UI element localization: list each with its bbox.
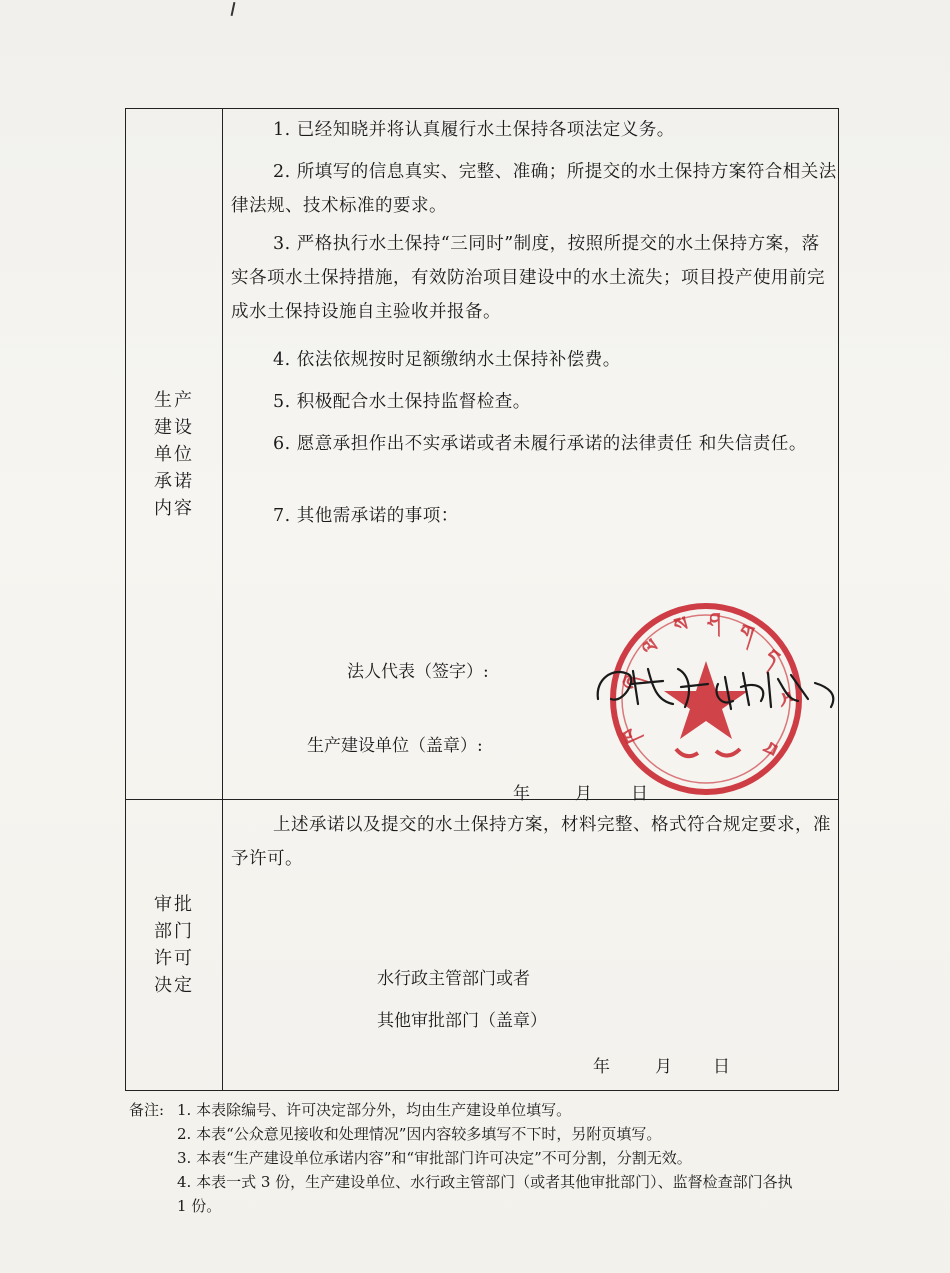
approval-date-month: 月: [655, 1057, 672, 1077]
note-text-4: 4. 本表一式 3 份，生产建设单位、水行政主管部门（或者其他审批部门）、监督检查部门各执 1 份。: [177, 1173, 793, 1215]
approval-decision-text: 上述承诺以及提交的水土保持方案，材料完整、格式符合规定要求，准予许可。: [231, 815, 831, 869]
construction-unit-label: 生产建设单位（盖章）:: [307, 736, 483, 756]
approval-date-year: 年: [593, 1057, 610, 1077]
note-text-2: 2. 本表“公众意见接收和处理情况”因内容较多填写不下时，另附页填写。: [177, 1125, 662, 1143]
svg-text:ར: ར: [771, 688, 799, 709]
form-notes: [125, 1098, 845, 1218]
commitment-date-day: 日: [631, 784, 648, 804]
svg-text:ག: ག: [736, 618, 758, 647]
pen-mark: [231, 2, 236, 16]
svg-text:ཤ: ཤ: [708, 608, 721, 632]
commitment-item-2: 2. 所填写的信息真实、完整、准确；所提交的水土保持方案符合相关法律法规、技术标准的要求。: [231, 162, 837, 216]
svg-text:ཞ: ཞ: [616, 671, 644, 693]
commitment-item-7: 7. 其他需承诺的事项：: [273, 506, 459, 526]
handwritten-signature: [593, 629, 858, 729]
commitment-item-5: 5. 积极配合水土保持监督检查。: [273, 392, 531, 412]
approval-dept-line1: 水行政主管部门或者: [377, 969, 530, 989]
commitment-label: 生产 建设 单位 承诺 内容: [154, 389, 194, 519]
approval-dept-line2: 其他审批部门（盖章）: [377, 1011, 547, 1031]
commitment-date-month: 月: [575, 784, 592, 804]
svg-text:ཁ: ཁ: [616, 724, 645, 748]
commitment-form-table: [125, 108, 839, 1091]
note-text-3: 3. 本表“生产建设单位承诺内容”和“审批部门许可决定”不可分割，分割无效。: [177, 1149, 692, 1167]
approval-content-cell: [223, 800, 839, 1091]
svg-text:ལ: ལ: [637, 633, 663, 662]
approval-label: 审批 部门 许可 决定: [154, 894, 194, 996]
note-item-3: [125, 1146, 845, 1170]
svg-text:བ: བ: [756, 736, 784, 759]
approval-row: [126, 800, 839, 1091]
note-item-1: [125, 1098, 845, 1122]
commitment-content-cell: [223, 109, 839, 804]
commitment-label-cell: [126, 109, 223, 800]
commitment-item-4: 4. 依法依规按时足额缴纳水土保持补偿费。: [273, 350, 621, 370]
commitment-item-3: 3. 严格执行水土保持“三同时”制度，按照所提交的水土保持方案，落实各项水土保持措施，有效防治项目建设中的水土流失；项目投产使用前完成水土保持设施自主验收并报备。: [231, 234, 825, 322]
commitment-item-1: 1. 已经知晓并将认真履行水土保持各项法定义务。: [273, 120, 675, 140]
note-item-4: [125, 1170, 797, 1218]
commitment-item-6: 6. 愿意承担作出不实承诺或者未履行承诺的法律责任 和失信责任。: [273, 434, 807, 454]
svg-text:ས: ས: [671, 611, 691, 638]
notes-lead: 备注:: [129, 1101, 165, 1119]
approval-label-cell: [126, 800, 223, 1091]
svg-text:ད: ད: [760, 644, 785, 671]
legal-representative-label: 法人代表（签字）:: [347, 662, 489, 682]
approval-date-day: 日: [713, 1057, 730, 1077]
note-item-2: [125, 1122, 845, 1146]
commitment-row: [126, 109, 839, 800]
note-text-1: 1. 本表除编号、许可决定部分外，均由生产建设单位填写。: [177, 1101, 572, 1119]
commitment-date-year: 年: [513, 784, 530, 804]
